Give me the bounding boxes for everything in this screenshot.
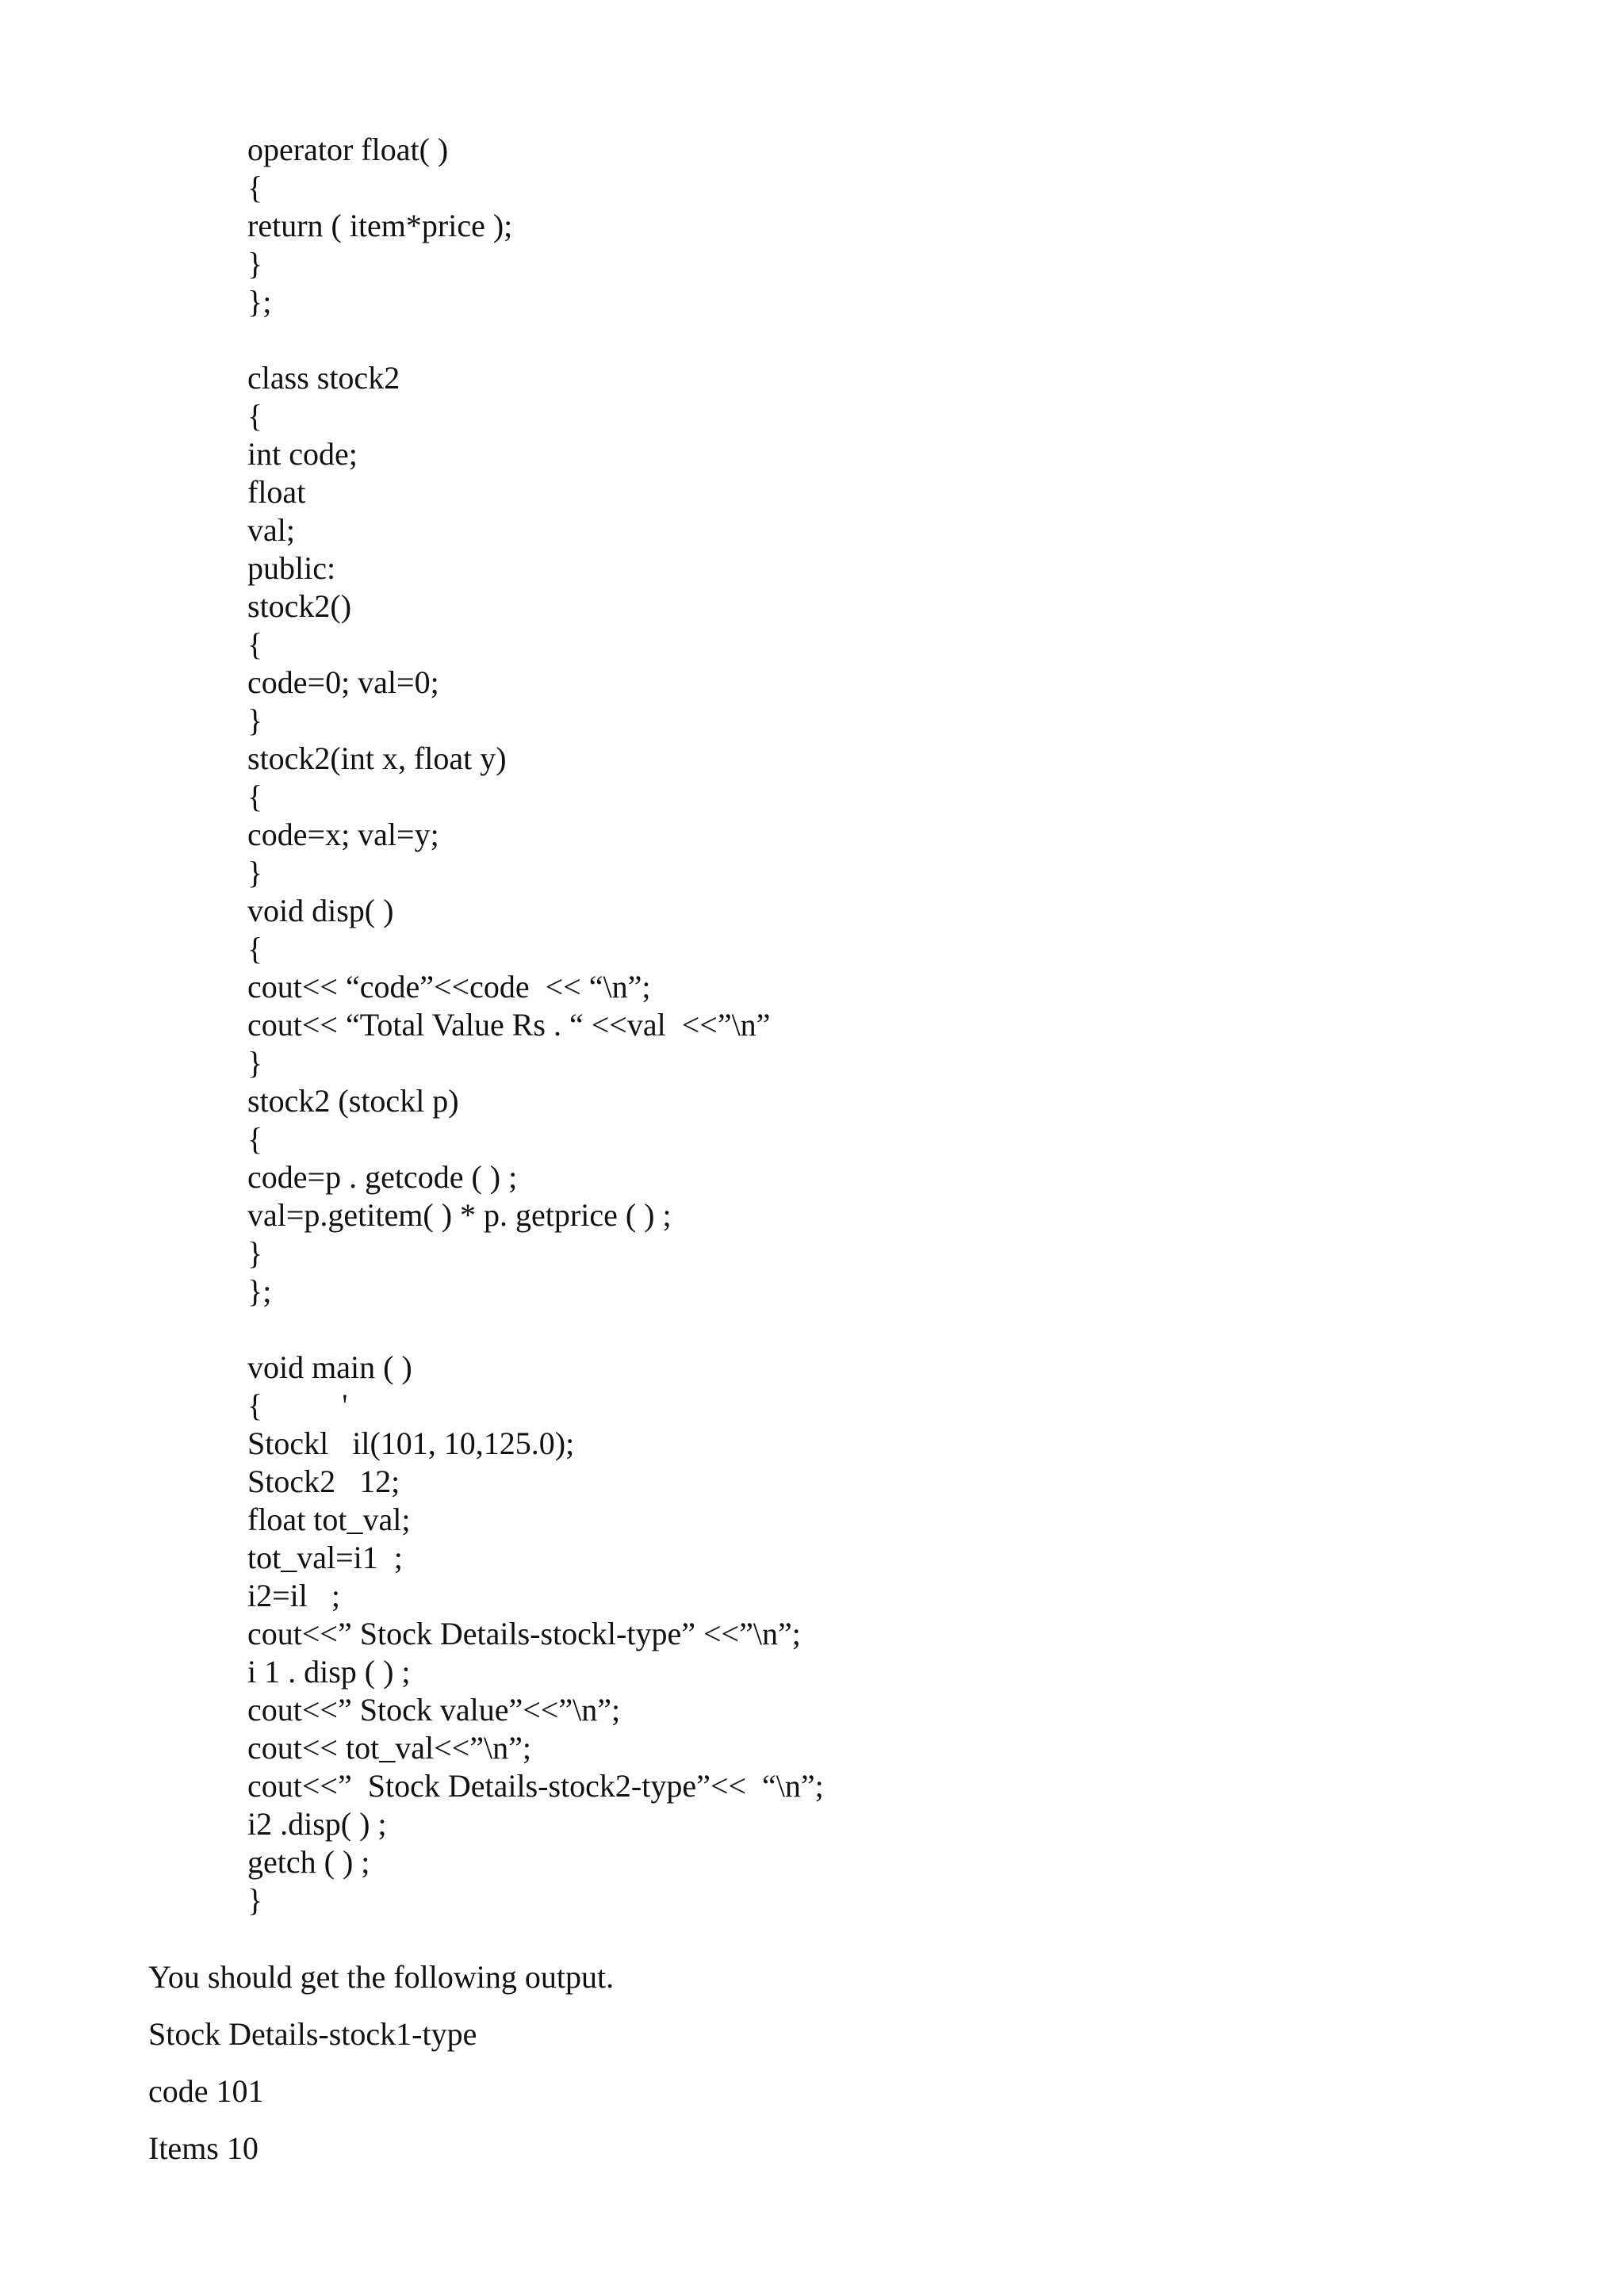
code-line: }	[247, 246, 263, 281]
code-line: int code;	[247, 436, 358, 472]
code-line: Stock2 12;	[247, 1464, 400, 1499]
code-line: void disp( )	[247, 893, 394, 928]
code-line: {	[247, 931, 263, 966]
code-line: }	[247, 1235, 263, 1271]
code-line: operator float( )	[247, 132, 449, 167]
code-line: stock2()	[247, 588, 352, 624]
code-line: i2=il ;	[247, 1578, 341, 1613]
code-line: cout<<” Stock Details-stockl-type” <<”\n”;	[247, 1616, 801, 1651]
code-line: i 1 . disp ( ) ;	[247, 1654, 411, 1689]
code-line: };	[247, 284, 272, 320]
code-line: val;	[247, 512, 295, 548]
code-line: }	[247, 1882, 263, 1918]
code-line: stock2(int x, float y)	[247, 740, 507, 776]
code-line-blank	[247, 1311, 824, 1349]
code-line: };	[247, 1273, 272, 1309]
code-line: stock2 (stockl p)	[247, 1083, 459, 1119]
code-line: }	[247, 1045, 263, 1081]
code-line: {	[247, 170, 263, 205]
code-line: return ( item*price );	[247, 208, 513, 243]
code-line: float tot_val;	[247, 1502, 411, 1537]
output-line: Stock Details-stock1-type	[148, 2016, 477, 2052]
code-line: cout<< “code”<<code << “\n”;	[247, 969, 651, 1004]
code-line: code=p . getcode ( ) ;	[247, 1159, 518, 1195]
code-line: }	[247, 855, 263, 890]
code-line: cout<< “Total Value Rs . “ <<val <<”\n”	[247, 1007, 771, 1043]
code-line: void main ( )	[247, 1349, 412, 1385]
code-line: {	[247, 1121, 263, 1157]
code-line: cout<<” Stock Details-stock2-type”<< “\n”;	[247, 1768, 824, 1804]
code-line: public:	[247, 550, 336, 586]
code-line-blank	[247, 321, 824, 359]
code-line: {	[247, 626, 263, 662]
output-intro-paragraph: You should get the following output.	[148, 1959, 615, 1995]
code-line: cout<< tot_val<<”\n”;	[247, 1730, 531, 1766]
code-line: {	[247, 398, 263, 434]
code-line: Stockl il(101, 10,125.0);	[247, 1425, 575, 1461]
code-line: class stock2	[247, 360, 400, 396]
code-line: }	[247, 702, 263, 738]
code-line: getch ( ) ;	[247, 1844, 370, 1880]
output-line: Items 10	[148, 2130, 259, 2166]
code-line: tot_val=i1 ;	[247, 1540, 403, 1575]
code-listing	[247, 131, 824, 1919]
code-line: code=x; val=y;	[247, 817, 439, 852]
code-line: val=p.getitem( ) * p. getprice ( ) ;	[247, 1197, 672, 1233]
output-section	[148, 1949, 614, 2177]
code-line: cout<<” Stock value”<<”\n”;	[247, 1692, 621, 1728]
code-line: {	[247, 779, 263, 814]
code-line: i2 .disp( ) ;	[247, 1806, 387, 1842]
code-line: float	[247, 474, 306, 510]
code-line: { '	[247, 1387, 348, 1423]
code-line: code=0; val=0;	[247, 664, 439, 700]
output-line: code 101	[148, 2073, 264, 2109]
